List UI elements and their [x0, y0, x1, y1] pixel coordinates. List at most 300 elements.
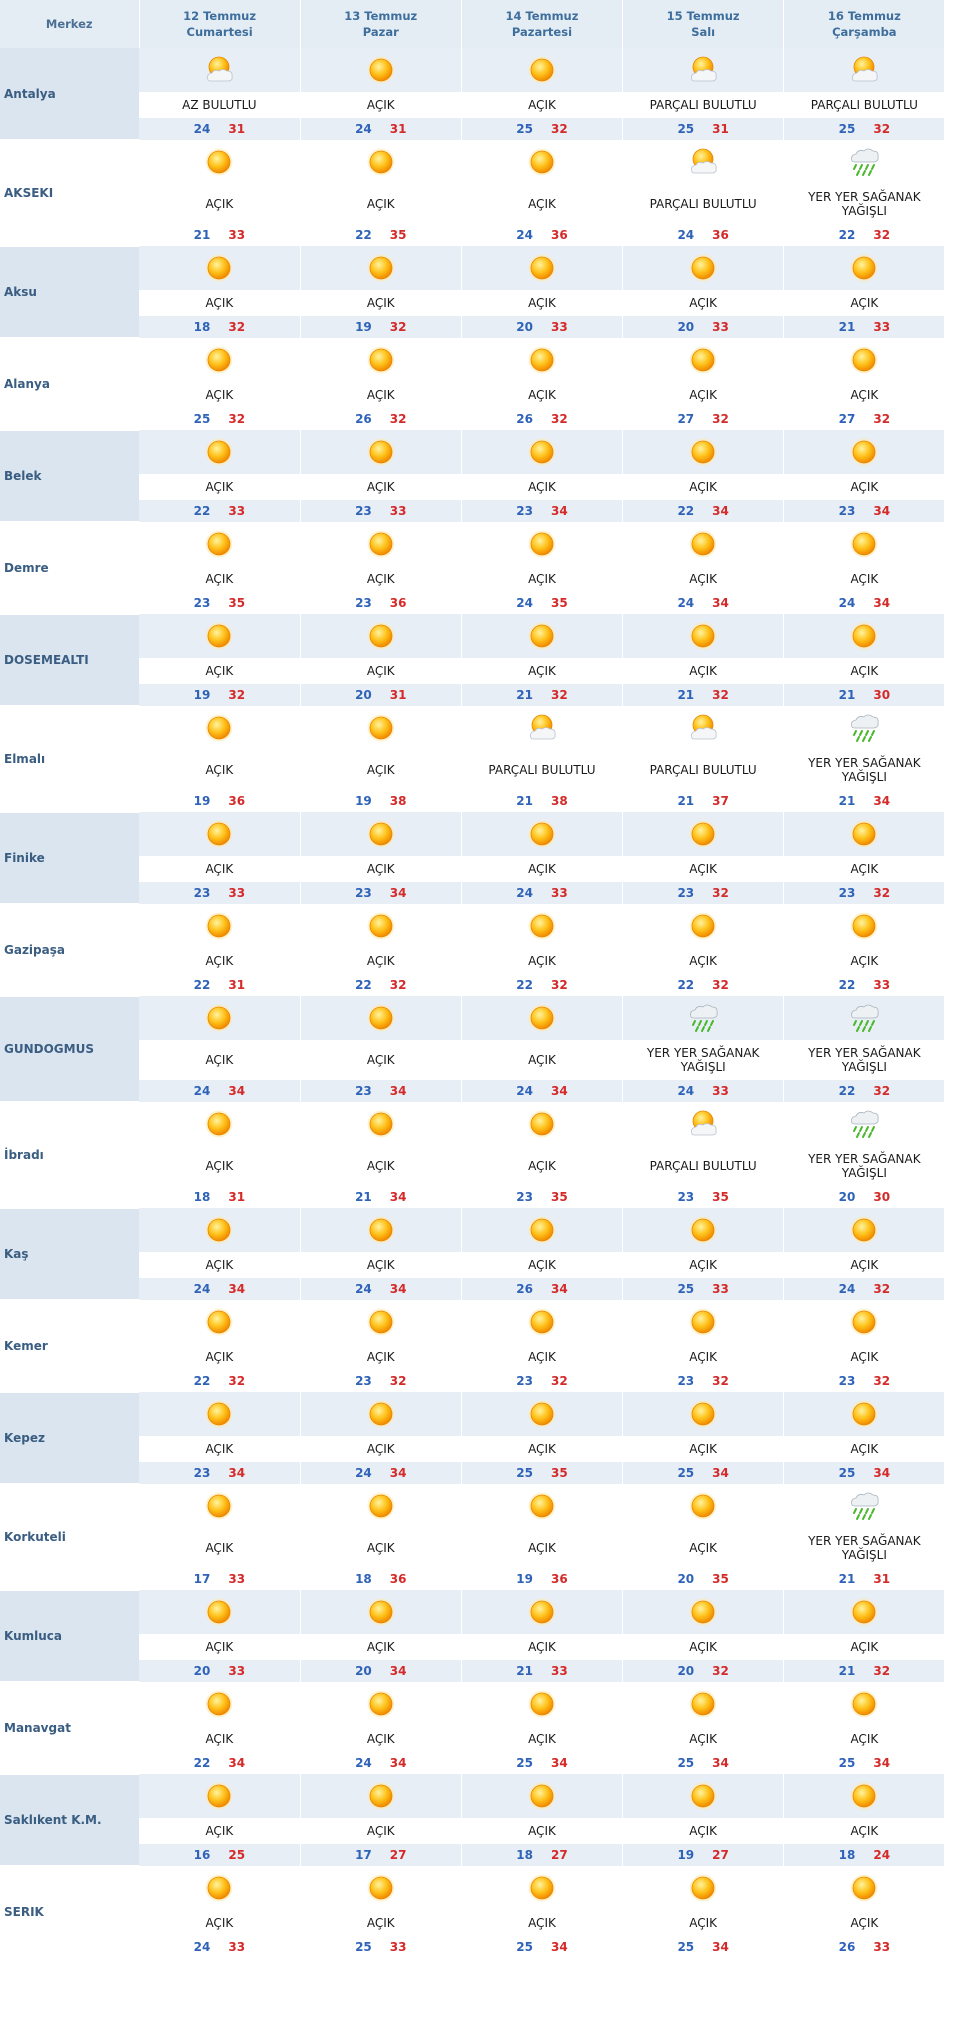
- weather-description: YER YER SAĞANAK YAĞIŞLI: [784, 750, 945, 790]
- high-temperature: 33: [389, 504, 407, 518]
- weather-icon-cell: [784, 1484, 945, 1528]
- low-temperature: 23: [516, 1374, 533, 1388]
- low-temperature: 22: [838, 228, 856, 242]
- temperature-cell: [461, 1278, 622, 1300]
- description-row: [0, 1634, 945, 1660]
- weather-description: AÇIK: [784, 658, 945, 684]
- low-temperature: 26: [355, 412, 372, 426]
- high-temperature: 31: [228, 122, 246, 136]
- city-name[interactable]: GUNDOGMUS: [0, 996, 139, 1102]
- weather-description: AÇIK: [300, 1040, 461, 1080]
- weather-icon-cell: [623, 1866, 784, 1910]
- low-temperature: 25: [838, 1466, 856, 1480]
- low-temperature: 20: [355, 1664, 372, 1678]
- weather-description: AÇIK: [300, 750, 461, 790]
- high-temperature: 35: [389, 228, 407, 242]
- low-temperature: 19: [193, 794, 211, 808]
- sun-icon: [525, 817, 559, 851]
- weather-description: AÇIK: [300, 1528, 461, 1568]
- icon-row: [0, 904, 945, 948]
- weather-icon-cell: [300, 430, 461, 474]
- sun-icon: [364, 1871, 398, 1905]
- temperature-cell: [623, 1844, 784, 1866]
- temperature-cell: [300, 500, 461, 522]
- low-temperature: 21: [677, 688, 695, 702]
- sun-icon: [847, 909, 881, 943]
- temperature-cell: [300, 1186, 461, 1208]
- weather-icon-cell: [139, 706, 300, 750]
- sun-icon: [364, 1213, 398, 1247]
- high-temperature: 32: [550, 412, 568, 426]
- weather-icon-cell: [784, 1102, 945, 1146]
- temperature-cell: [139, 1752, 300, 1774]
- high-temperature: 38: [550, 794, 568, 808]
- high-temperature: 32: [389, 978, 407, 992]
- high-temperature: 34: [389, 1664, 407, 1678]
- weather-icon-cell: [784, 614, 945, 658]
- weather-description: AÇIK: [461, 290, 622, 316]
- high-temperature: 34: [712, 1940, 729, 1954]
- city-name[interactable]: SERIK: [0, 1866, 139, 1958]
- weather-icon-cell: [461, 1208, 622, 1252]
- sun-icon: [686, 1213, 720, 1247]
- high-temperature: 35: [228, 596, 246, 610]
- temperature-cell: [300, 974, 461, 996]
- weather-icon-cell: [300, 614, 461, 658]
- weather-description: PARÇALI BULUTLU: [461, 750, 622, 790]
- temperature-cell: [461, 1186, 622, 1208]
- temperature-cell: [623, 1660, 784, 1682]
- low-temperature: 25: [838, 122, 856, 136]
- city-name[interactable]: Aksu: [0, 246, 139, 338]
- high-temperature: 31: [228, 978, 246, 992]
- weather-icon-cell: [300, 246, 461, 290]
- weather-description: AÇIK: [139, 1818, 300, 1844]
- temperature-cell: [139, 592, 300, 614]
- high-temperature: 32: [389, 1374, 407, 1388]
- high-temperature: 34: [389, 1756, 407, 1770]
- city-row-group: [0, 812, 945, 904]
- day-header: [461, 0, 622, 48]
- sun-icon: [525, 435, 559, 469]
- partly-cloudy-icon: [686, 145, 720, 179]
- temperature-cell: [139, 500, 300, 522]
- sun-icon: [364, 435, 398, 469]
- weather-icon-cell: [784, 522, 945, 566]
- sun-icon: [525, 1397, 559, 1431]
- high-temperature: 38: [389, 794, 407, 808]
- weather-icon-cell: [139, 1866, 300, 1910]
- day-header: [623, 0, 784, 48]
- low-temperature: 21: [838, 320, 856, 334]
- low-temperature: 22: [677, 504, 695, 518]
- sun-icon: [525, 145, 559, 179]
- weather-description: AÇIK: [139, 1910, 300, 1936]
- high-temperature: 33: [228, 504, 246, 518]
- temperature-row: [0, 684, 945, 706]
- temperature-cell: [139, 974, 300, 996]
- city-name[interactable]: Antalya: [0, 48, 139, 140]
- temperature-cell: [784, 592, 945, 614]
- temperature-cell: [300, 684, 461, 706]
- city-name[interactable]: Kumluca: [0, 1590, 139, 1682]
- icon-row: [0, 1208, 945, 1252]
- low-temperature: 20: [516, 320, 533, 334]
- sun-icon: [525, 1001, 559, 1035]
- city-name[interactable]: Kaş: [0, 1208, 139, 1300]
- weather-icon-cell: [139, 1208, 300, 1252]
- day-header: [784, 0, 945, 48]
- low-temperature: 25: [677, 1282, 695, 1296]
- temperature-cell: [139, 1568, 300, 1590]
- city-name[interactable]: Elmalı: [0, 706, 139, 812]
- sun-icon: [364, 53, 398, 87]
- weather-icon-cell: [300, 522, 461, 566]
- high-temperature: 34: [873, 1756, 891, 1770]
- low-temperature: 20: [677, 1572, 695, 1586]
- high-temperature: 35: [712, 1190, 729, 1204]
- city-row-group: [0, 140, 945, 246]
- high-temperature: 32: [550, 122, 568, 136]
- weather-description: AÇIK: [623, 658, 784, 684]
- weather-description: AÇIK: [623, 948, 784, 974]
- temperature-cell: [784, 1844, 945, 1866]
- city-row-group: [0, 614, 945, 706]
- weather-icon-cell: [461, 430, 622, 474]
- high-temperature: 34: [550, 504, 568, 518]
- city-name[interactable]: Saklıkent K.M.: [0, 1774, 139, 1866]
- high-temperature: 36: [389, 596, 407, 610]
- low-temperature: 23: [193, 886, 211, 900]
- low-temperature: 23: [193, 1466, 211, 1480]
- sun-icon: [202, 343, 236, 377]
- weather-description: AÇIK: [300, 382, 461, 408]
- low-temperature: 24: [838, 1282, 856, 1296]
- weather-icon-cell: [139, 1682, 300, 1726]
- weather-description: AÇIK: [784, 1344, 945, 1370]
- weather-icon-cell: [461, 522, 622, 566]
- city-name[interactable]: Gazipaşa: [0, 904, 139, 996]
- low-temperature: 24: [677, 596, 695, 610]
- description-row: [0, 1436, 945, 1462]
- low-temperature: 21: [355, 1190, 372, 1204]
- sun-icon: [364, 619, 398, 653]
- weather-icon-cell: [784, 706, 945, 750]
- city-row-group: [0, 1208, 945, 1300]
- day-weekday: Salı: [691, 25, 716, 39]
- weather-description: AÇIK: [139, 658, 300, 684]
- weather-description: AZ BULUTLU: [139, 92, 300, 118]
- weather-description: AÇIK: [784, 1818, 945, 1844]
- low-temperature: 18: [193, 1190, 211, 1204]
- weather-description: YER YER SAĞANAK YAĞIŞLI: [784, 1040, 945, 1080]
- weather-icon-cell: [623, 1392, 784, 1436]
- sun-icon: [202, 1489, 236, 1523]
- weather-description: AÇIK: [300, 1436, 461, 1462]
- temperature-cell: [300, 1278, 461, 1300]
- temperature-cell: [139, 224, 300, 246]
- high-temperature: 34: [389, 1190, 407, 1204]
- weather-description: AÇIK: [623, 1528, 784, 1568]
- low-temperature: 22: [838, 978, 856, 992]
- high-temperature: 32: [873, 1374, 891, 1388]
- temperature-cell: [623, 1752, 784, 1774]
- weather-description: AÇIK: [461, 566, 622, 592]
- low-temperature: 23: [838, 1374, 856, 1388]
- weather-description: AÇIK: [461, 948, 622, 974]
- icon-row: [0, 522, 945, 566]
- temperature-cell: [139, 1370, 300, 1392]
- high-temperature: 32: [228, 320, 246, 334]
- low-temperature: 24: [838, 596, 856, 610]
- low-temperature: 24: [355, 1282, 372, 1296]
- city-row-group: [0, 1866, 945, 1958]
- sun-icon: [525, 619, 559, 653]
- temperature-cell: [461, 500, 622, 522]
- sun-icon: [202, 1213, 236, 1247]
- temperature-cell: [139, 1660, 300, 1682]
- header-row: [0, 0, 945, 48]
- high-temperature: 32: [873, 122, 891, 136]
- sun-icon: [525, 251, 559, 285]
- low-temperature: 24: [355, 122, 372, 136]
- high-temperature: 36: [712, 228, 729, 242]
- high-temperature: 35: [550, 1190, 568, 1204]
- weather-icon-cell: [784, 1590, 945, 1634]
- city-name[interactable]: Manavgat: [0, 1682, 139, 1774]
- description-row: [0, 1726, 945, 1752]
- weather-icon-cell: [623, 430, 784, 474]
- city-row-group: [0, 1392, 945, 1484]
- low-temperature: 24: [355, 1466, 372, 1480]
- weather-icon-cell: [784, 140, 945, 184]
- city-row-group: [0, 48, 945, 140]
- weather-icon-cell: [784, 996, 945, 1040]
- high-temperature: 33: [389, 1940, 407, 1954]
- low-temperature: 25: [677, 122, 695, 136]
- sun-icon: [525, 527, 559, 561]
- description-row: [0, 1344, 945, 1370]
- temperature-cell: [623, 118, 784, 140]
- temperature-cell: [139, 1462, 300, 1484]
- temperature-cell: [461, 592, 622, 614]
- weather-description: AÇIK: [784, 1436, 945, 1462]
- low-temperature: 25: [677, 1466, 695, 1480]
- city-row-group: [0, 706, 945, 812]
- weather-description: AÇIK: [139, 1252, 300, 1278]
- sun-icon: [525, 1595, 559, 1629]
- temperature-cell: [784, 224, 945, 246]
- low-temperature: 24: [193, 1084, 211, 1098]
- sun-icon: [847, 619, 881, 653]
- sun-icon: [202, 1305, 236, 1339]
- weather-description: PARÇALI BULUTLU: [623, 1146, 784, 1186]
- sun-icon: [847, 1779, 881, 1813]
- low-temperature: 19: [677, 1848, 695, 1862]
- low-temperature: 23: [516, 504, 533, 518]
- city-name[interactable]: AKSEKI: [0, 140, 139, 246]
- weather-description: AÇIK: [300, 1252, 461, 1278]
- city-name[interactable]: DOSEMEALTI: [0, 614, 139, 706]
- weather-icon-cell: [461, 140, 622, 184]
- day-weekday: Çarşamba: [832, 25, 897, 39]
- weather-icon-cell: [461, 1392, 622, 1436]
- temperature-row: [0, 1462, 945, 1484]
- temperature-cell: [623, 224, 784, 246]
- sun-icon: [364, 1595, 398, 1629]
- high-temperature: 35: [550, 1466, 568, 1480]
- sun-icon: [202, 145, 236, 179]
- icon-row: [0, 614, 945, 658]
- icon-row: [0, 812, 945, 856]
- day-weekday: Cumartesi: [186, 25, 253, 39]
- icon-row: [0, 246, 945, 290]
- city-name[interactable]: Demre: [0, 522, 139, 614]
- city-name[interactable]: Korkuteli: [0, 1484, 139, 1590]
- low-temperature: 24: [355, 1756, 372, 1770]
- rain-shower-icon: [847, 1107, 881, 1141]
- weather-icon-cell: [623, 338, 784, 382]
- weather-icon-cell: [139, 904, 300, 948]
- city-row-group: [0, 1590, 945, 1682]
- city-name[interactable]: Kepez: [0, 1392, 139, 1484]
- weather-description: AÇIK: [300, 92, 461, 118]
- temperature-row: [0, 790, 945, 812]
- weather-description: AÇIK: [623, 1818, 784, 1844]
- weather-icon-cell: [784, 48, 945, 92]
- high-temperature: 32: [228, 1374, 246, 1388]
- temperature-cell: [623, 1186, 784, 1208]
- temperature-cell: [784, 1186, 945, 1208]
- sun-icon: [686, 1687, 720, 1721]
- weather-icon-cell: [623, 812, 784, 856]
- high-temperature: 34: [873, 596, 891, 610]
- sun-icon: [847, 527, 881, 561]
- weather-icon-cell: [623, 1590, 784, 1634]
- city-name[interactable]: Kemer: [0, 1300, 139, 1392]
- high-temperature: 37: [712, 794, 729, 808]
- weather-description: AÇIK: [300, 566, 461, 592]
- high-temperature: 32: [389, 412, 407, 426]
- weather-icon-cell: [300, 1590, 461, 1634]
- weather-description: AÇIK: [139, 1040, 300, 1080]
- low-temperature: 20: [677, 320, 695, 334]
- icon-row: [0, 996, 945, 1040]
- low-temperature: 24: [193, 122, 211, 136]
- weather-description: AÇIK: [139, 290, 300, 316]
- city-name[interactable]: Belek: [0, 430, 139, 522]
- sun-icon: [202, 909, 236, 943]
- low-temperature: 22: [193, 978, 211, 992]
- temperature-cell: [461, 224, 622, 246]
- weather-icon-cell: [623, 140, 784, 184]
- low-temperature: 23: [677, 1190, 695, 1204]
- temperature-cell: [300, 1844, 461, 1866]
- high-temperature: 34: [873, 1466, 891, 1480]
- temperature-cell: [139, 118, 300, 140]
- high-temperature: 32: [712, 688, 729, 702]
- high-temperature: 30: [873, 688, 891, 702]
- low-temperature: 20: [838, 1190, 856, 1204]
- temperature-cell: [139, 790, 300, 812]
- low-temperature: 23: [516, 1190, 533, 1204]
- sun-icon: [202, 527, 236, 561]
- sun-icon: [847, 1871, 881, 1905]
- low-temperature: 19: [516, 1572, 533, 1586]
- high-temperature: 31: [228, 1190, 246, 1204]
- temperature-cell: [784, 1278, 945, 1300]
- city-row-group: [0, 522, 945, 614]
- weather-icon-cell: [461, 1774, 622, 1818]
- high-temperature: 33: [550, 320, 568, 334]
- high-temperature: 33: [228, 1664, 246, 1678]
- icon-row: [0, 140, 945, 184]
- weather-icon-cell: [139, 1484, 300, 1528]
- high-temperature: 34: [228, 1466, 246, 1480]
- sun-icon: [686, 1595, 720, 1629]
- weather-icon-cell: [139, 522, 300, 566]
- icon-row: [0, 338, 945, 382]
- low-temperature: 21: [838, 1572, 856, 1586]
- low-temperature: 27: [677, 412, 695, 426]
- description-row: [0, 566, 945, 592]
- high-temperature: 32: [873, 1282, 891, 1296]
- city-name[interactable]: Alanya: [0, 338, 139, 430]
- high-temperature: 32: [712, 978, 729, 992]
- weather-icon-cell: [784, 430, 945, 474]
- description-row: [0, 1528, 945, 1568]
- sun-icon: [686, 527, 720, 561]
- weather-icon-cell: [623, 246, 784, 290]
- high-temperature: 34: [389, 1084, 407, 1098]
- temperature-cell: [623, 316, 784, 338]
- temperature-cell: [300, 118, 461, 140]
- temperature-row: [0, 1568, 945, 1590]
- low-temperature: 22: [193, 504, 211, 518]
- sun-icon: [364, 817, 398, 851]
- weather-icon-cell: [623, 706, 784, 750]
- sun-icon: [202, 1779, 236, 1813]
- low-temperature: 26: [516, 412, 533, 426]
- weather-icon-cell: [300, 1102, 461, 1146]
- weather-icon-cell: [623, 996, 784, 1040]
- sun-icon: [525, 1687, 559, 1721]
- temperature-cell: [300, 224, 461, 246]
- high-temperature: 33: [228, 228, 246, 242]
- city-name[interactable]: İbradı: [0, 1102, 139, 1208]
- low-temperature: 20: [355, 688, 372, 702]
- weather-icon-cell: [461, 246, 622, 290]
- temperature-cell: [300, 882, 461, 904]
- description-row: [0, 1252, 945, 1278]
- temperature-cell: [461, 974, 622, 996]
- day-date: 14 Temmuz: [505, 9, 579, 23]
- low-temperature: 21: [516, 794, 533, 808]
- temperature-cell: [139, 1936, 300, 1958]
- sun-icon: [686, 1397, 720, 1431]
- day-date: 15 Temmuz: [666, 9, 740, 23]
- city-name[interactable]: Finike: [0, 812, 139, 904]
- temperature-cell: [300, 790, 461, 812]
- temperature-row: [0, 1752, 945, 1774]
- weather-description: AÇIK: [139, 1528, 300, 1568]
- weather-description: AÇIK: [461, 1910, 622, 1936]
- weather-icon-cell: [300, 1392, 461, 1436]
- weather-description: AÇIK: [623, 1726, 784, 1752]
- weather-description: YER YER SAĞANAK YAĞIŞLI: [623, 1040, 784, 1080]
- low-temperature: 22: [355, 228, 372, 242]
- weather-description: PARÇALI BULUTLU: [623, 92, 784, 118]
